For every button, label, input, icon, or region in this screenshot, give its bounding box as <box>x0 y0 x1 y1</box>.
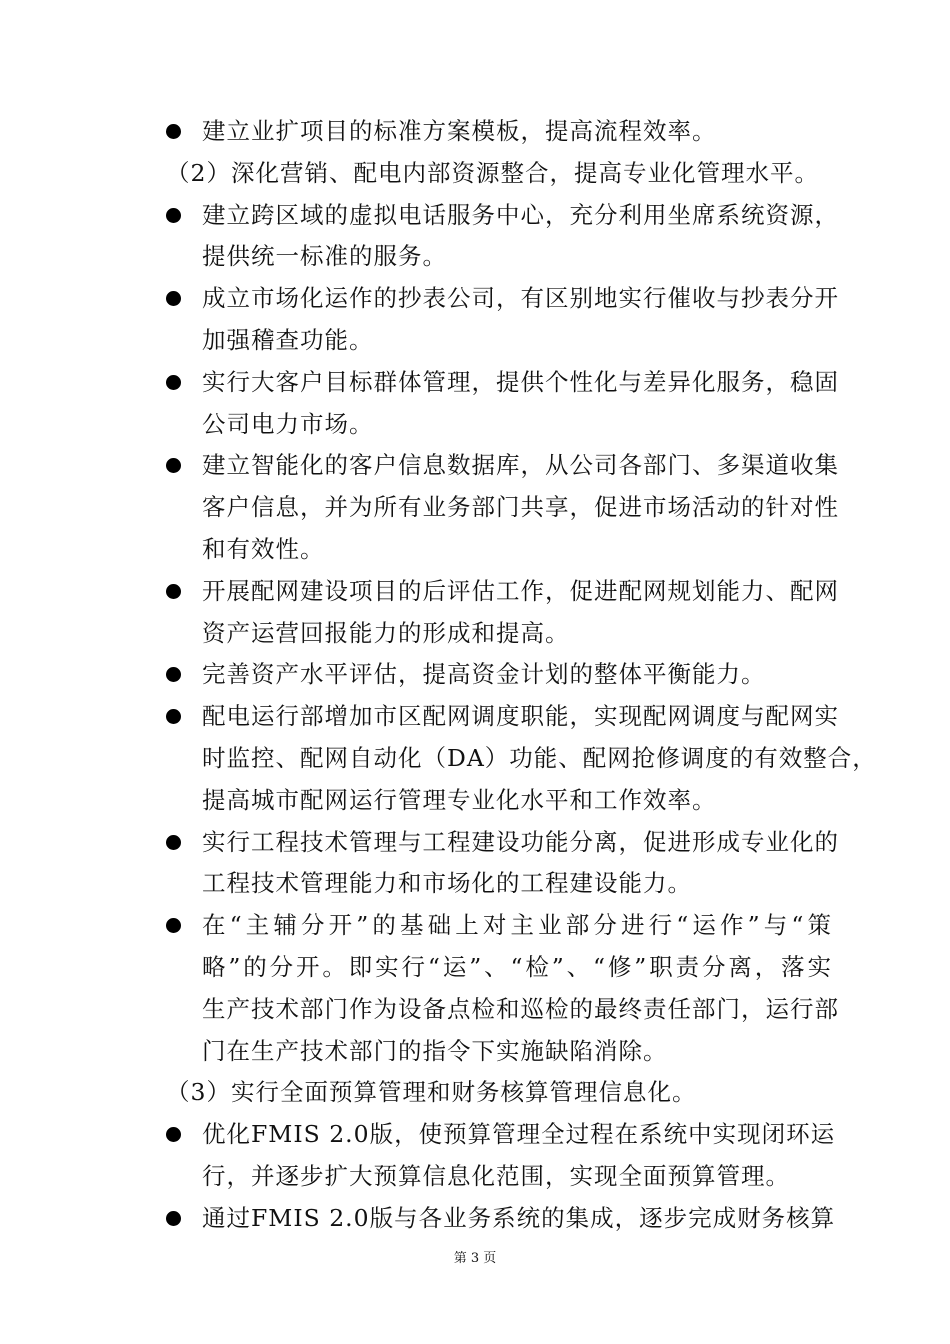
bullet-text-line: 成立市场化运作的抄表公司，有区别地实行催收与抄表分开 <box>202 284 839 313</box>
bullet-icon <box>166 208 181 223</box>
bullet-icon <box>166 584 181 599</box>
bullet-icon <box>166 375 181 390</box>
bullet-icon <box>166 1211 181 1226</box>
bullet-text-line: 和有效性。 <box>202 535 325 563</box>
bullet-icon <box>166 667 181 682</box>
bullet-text-line: 通过FMIS 2.0版与各业务系统的集成，逐步完成财务核算 <box>202 1203 836 1232</box>
bullet-icon <box>166 124 181 139</box>
bullet-icon <box>166 918 181 933</box>
bullet-icon <box>166 709 181 724</box>
bullet-text-line: 提供统一标准的服务。 <box>202 242 447 271</box>
bullet-icon <box>166 291 181 306</box>
bullet-text-line: 实行工程技术管理与工程建设功能分离，促进形成专业化的 <box>202 827 839 856</box>
bullet-text-line: 公司电力市场。 <box>202 409 374 438</box>
bullet-icon <box>166 458 181 473</box>
bullet-text-line: 建立智能化的客户信息数据库，从公司各部门、多渠道收集 <box>202 451 839 480</box>
bullet-text-line: 在“主辅分开”的基础上对主业部分进行“运作”与“策 <box>202 911 832 940</box>
bullet-icon <box>166 1127 181 1142</box>
bullet-text-line: 实行大客户目标群体管理，提供个性化与差异化服务，稳固 <box>202 367 839 396</box>
bullet-text-line: 完善资产水平评估，提高资金计划的整体平衡能力。 <box>202 660 766 689</box>
bullet-text-line: 开展配网建设项目的后评估工作，促进配网规划能力、配网 <box>202 576 839 605</box>
bullet-text-line: 客户信息，并为所有业务部门共享，促进市场活动的针对性 <box>202 493 839 522</box>
bullet-text-line: 时监控、配网自动化（DA）功能、配网抢修调度的有效整合， <box>202 744 877 772</box>
section-heading: （2）深化营销、配电内部资源整合，提高专业化管理水平。 <box>166 158 819 187</box>
bullet-text-line: 加强稽查功能。 <box>202 326 374 354</box>
page-number: 第 3 页 <box>453 1251 497 1266</box>
bullet-text-line: 生产技术部门作为设备点检和巡检的最终责任部门，运行部 <box>202 994 839 1023</box>
bullet-text-line: 优化FMIS 2.0版，使预算管理全过程在系统中实现闭环运 <box>202 1120 836 1149</box>
section-heading: （3）实行全面预算管理和财务核算管理信息化。 <box>166 1078 697 1107</box>
bullet-text-line: 行，并逐步扩大预算信息化范围，实现全面预算管理。 <box>202 1162 790 1190</box>
bullet-text-line: 工程技术管理能力和市场化的工程建设能力。 <box>202 869 692 898</box>
bullet-text-line: 配电运行部增加市区配网调度职能，实现配网调度与配网实 <box>202 702 839 731</box>
bullet-text-line: 建立业扩项目的标准方案模板，提高流程效率。 <box>202 117 717 145</box>
bullet-text-line: 门在生产技术部门的指令下实施缺陷消除。 <box>202 1036 668 1065</box>
bullet-text-line: 建立跨区域的虚拟电话服务中心，充分利用坐席系统资源， <box>202 200 839 229</box>
bullet-icon <box>166 835 181 850</box>
bullet-text-line: 资产运营回报能力的形成和提高。 <box>202 618 570 647</box>
bullet-text-line: 提高城市配网运行管理专业化水平和工作效率。 <box>202 785 717 814</box>
bullet-text-line: 略”的分开。即实行“运”、“检”、“修”职责分离，落实 <box>202 953 832 981</box>
